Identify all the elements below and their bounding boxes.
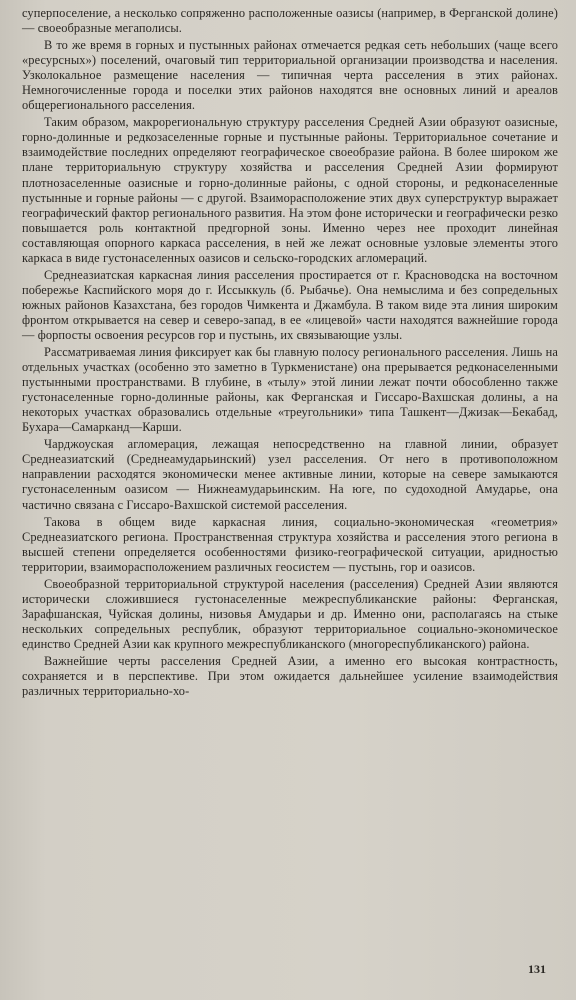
paragraph-6: Чарджоуская агломерация, лежащая непосредственно на главной линии, образует Среднеазиатский (Среднеамударьинский) узел расселения. От него в противоположном направлении расходятся экономически менее активные линии, которые на севере замыкаются густонаселенным оазисом — Нижнеамударьинским. На юге, по судоходной Амударье, она частично связана с Гиссаро-Вахшской системой расселения. (22, 437, 558, 512)
body-text (22, 6, 558, 699)
page-number: 131 (528, 962, 546, 976)
paragraph-1: суперпоселение, а несколько сопряженно расположенные оазисы (например, в Ферганской долине) — своеобразные мегаполисы. (22, 6, 558, 36)
paragraph-3: Таким образом, макрорегиональную структуру расселения Средней Азии образуют оазисные, горно-долинные и редкозаселенные горные и пустынные районы. Территориальное сочетание и взаимодействие последних определяют географическое своеобразие района. В более широком же плане территориальную структуру хозяйства и расселения Средней Азии формируют плотнозаселенные оазисные и горно-долинные районы, с одной стороны, и редконаселенные пустынные и горные районы — с другой. Взаиморасположение этих двух суперструктур выражает географический фактор регионального развития. На этом фоне исторически и географически резко повышается роль контактной предгорной зоны. Именно через нее проходит линейная составляющая опорного каркаса расселения, в ней же лежат основные узловые элементы этого каркаса в виде густонаселенных оазисов и сельско-городских агломераций. (22, 115, 558, 265)
paragraph-4: Среднеазиатская каркасная линия расселения простирается от г. Красноводска на восточном побережье Каспийского моря до г. Иссыккуль (б. Рыбачье). Она немыслима и без сопредельных южных районов Казахстана, без городов Чимкента и Джамбула. В таком виде эта линия широким фронтом открывается на север и северо-запад, в ее «лицевой» части находятся важнейшие города — форпосты освоения ресурсов гор и пустынь, их связывающие узлы. (22, 267, 558, 342)
paragraph-2: В то же время в горных и пустынных районах отмечается редкая сеть небольших (чаще всего «ресурсных») поселений, очаговый тип территориальной организации производства и населения. Узколокальное размещение населения — типичная черта расселения в этих районах. Немногочисленные города и поселки этих районов находятся вне основных линий и ареалов общерегионального расселения. (22, 38, 558, 113)
paragraph-7: Такова в общем виде каркасная линия, социально-экономическая «геометрия» Среднеазиатского региона. Пространственная структура хозяйства и расселения этого региона в высшей степени определяется особенностями физико-географической ситуации, аридностью территории, взаиморасположением различных геосистем — пустынь, гор и оазисов. (22, 514, 558, 574)
paragraph-5: Рассматриваемая линия фиксирует как бы главную полосу регионального расселения. Лишь на отдельных участках (особенно это заметно в Туркменистане) она прерывается редконаселенными пустынными пространствами. В глубине, в «тылу» этой линии лежат почти обособленно также густонаселенные горно-долинные районы, как Ферганская и Гиссаро-Вахшская долины, а на некоторых участках образовались отдельные «треугольники» типа Ташкент—Джизак—Бекабад, Бухара—Самарканд—Карши. (22, 345, 558, 435)
paragraph-8: Своеобразной территориальной структурой населения (расселения) Средней Азии являются исторически сложившиеся густонаселенные межреспубликанские районы: Ферганская, Зарафшанская, Чуйская долины, низовья Амударьи и др. Именно они, располагаясь на стыке нескольких сопредельных республик, образуют территориальное социально-экономическое единство Средней Азии как крупного межреспубликанского (многореспубликанского) района. (22, 576, 558, 651)
paragraph-9: Важнейшие черты расселения Средней Азии, а именно его высокая контрастность, сохраняется и в перспективе. При этом ожидается дальнейшее усиление взаимодействия различных территориально-хо- (22, 653, 558, 699)
